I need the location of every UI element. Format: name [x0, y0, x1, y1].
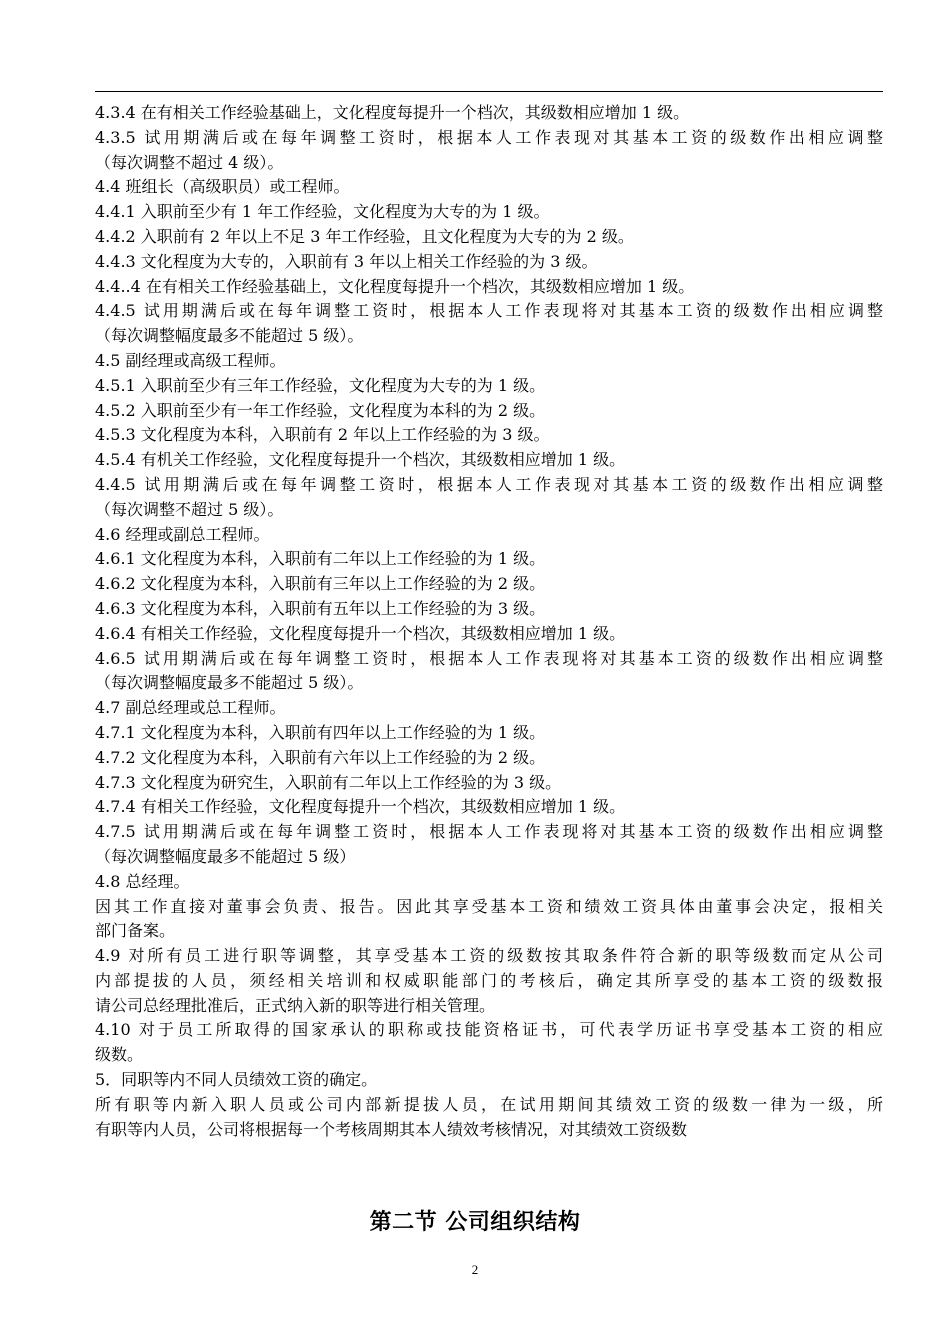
text-line: （每次调整不超过 4 级）。	[95, 152, 284, 172]
text-line: 4.6.1 文化程度为本科，入职前有二年以上工作经验的为 1 级。	[95, 549, 546, 569]
text-line: 因其工作直接对董事会负责、报告。因此其享受基本工资和绩效工资具体由董事会决定，报相关	[95, 896, 883, 916]
text-line: （每次调整幅度最多不能超过 5 级）	[95, 846, 356, 866]
text-line: 4.7.5 试用期满后或在每年调整工资时，根据本人工作表现将对其基本工资的级数作出相应调整	[95, 822, 883, 842]
text-line: （每次调整不超过 5 级）。	[95, 499, 284, 519]
text-line: 4.6.3 文化程度为本科，入职前有五年以上工作经验的为 3 级。	[95, 598, 546, 618]
text-line: （每次调整幅度最多不能超过 5 级）。	[95, 673, 364, 693]
text-line: 4.5.4 有机关工作经验，文化程度每提升一个档次，其级数相应增加 1 级。	[95, 450, 626, 470]
text-line: 请公司总经理批准后，正式纳入新的职等进行相关管理。	[95, 995, 496, 1015]
text-line: （每次调整幅度最多不能超过 5 级）。	[95, 326, 364, 346]
text-line: 4.4.3 文化程度为大专的，入职前有 3 年以上相关工作经验的为 3 级。	[95, 251, 598, 271]
text-line: 4.4.1 入职前至少有 1 年工作经验，文化程度为大专的为 1 级。	[95, 202, 550, 222]
text-line: 4.5 副经理或高级工程师。	[95, 350, 286, 370]
header-rule	[95, 91, 883, 92]
text-line: 4.10 对于员工所取得的国家承认的职称或技能资格证书，可代表学历证书享受基本工资的相应	[95, 1020, 883, 1040]
text-line: 4.7.1 文化程度为本科，入职前有四年以上工作经验的为 1 级。	[95, 722, 546, 742]
text-line: 4.4.5 试用期满后或在每年调整工资时，根据本人工作表现将对其基本工资的级数作出相应调整	[95, 301, 883, 321]
text-line: 5．同职等内不同人员绩效工资的确定。	[95, 1070, 378, 1090]
text-line: 4.4..4 在有相关工作经验基础上，文化程度每提升一个档次，其级数相应增加 1 级。	[95, 276, 695, 296]
text-line: 4.3.4 在有相关工作经验基础上，文化程度每提升一个档次，其级数相应增加 1 级。	[95, 103, 690, 122]
text-line: 4.4 班组长（高级职员）或工程师。	[95, 177, 350, 197]
text-line: 4.5.1 入职前至少有三年工作经验，文化程度为大专的为 1 级。	[95, 375, 546, 395]
text-line: 4.5.3 文化程度为本科，入职前有 2 年以上工作经验的为 3 级。	[95, 425, 550, 445]
text-line: 有职等内人员，公司将根据每一个考核周期其本人绩效考核情况，对其绩效工资级数	[95, 1119, 688, 1139]
text-line: 4.7 副总经理或总工程师。	[95, 698, 286, 718]
text-line: 4.6 经理或副总工程师。	[95, 524, 270, 544]
text-line: 4.7.2 文化程度为本科，入职前有六年以上工作经验的为 2 级。	[95, 747, 546, 767]
text-line: 级数。	[95, 1045, 144, 1065]
text-line: 4.6.5 试用期满后或在每年调整工资时，根据本人工作表现将对其基本工资的级数作出相应调整	[95, 648, 883, 668]
text-line: 内部提拔的人员，须经相关培训和权威职能部门的考核后，确定其所享受的基本工资的级数报	[95, 970, 883, 990]
body-text	[95, 101, 883, 1142]
text-line: 4.6.4 有相关工作经验，文化程度每提升一个档次，其级数相应增加 1 级。	[95, 623, 626, 643]
section-title: 第二节 公司组织结构	[369, 1210, 581, 1235]
text-line: 所有职等内新入职人员或公司内部新提拔人员，在试用期间其绩效工资的级数一律为一级，所	[95, 1094, 883, 1114]
text-line: 4.7.4 有相关工作经验，文化程度每提升一个档次，其级数相应增加 1 级。	[95, 797, 626, 817]
text-line: 部门备案。	[95, 921, 176, 941]
text-line: 4.8 总经理。	[95, 871, 190, 891]
text-line: 4.5.2 入职前至少有一年工作经验，文化程度为本科的为 2 级。	[95, 400, 546, 420]
text-line: 4.9 对所有员工进行职等调整，其享受基本工资的级数按其取条件符合新的职等级数而定从公司	[95, 946, 883, 966]
text-line: 4.6.2 文化程度为本科，入职前有三年以上工作经验的为 2 级。	[95, 574, 546, 594]
text-line: 4.7.3 文化程度为研究生，入职前有二年以上工作经验的为 3 级。	[95, 772, 562, 792]
text-line: 4.4.2 入职前有 2 年以上不足 3 年工作经验，且文化程度为大专的为 2 级。	[95, 226, 634, 246]
text-line: 4.4.5 试用期满后或在每年调整工资时，根据本人工作表现对其基本工资的级数作出相应调整	[95, 474, 883, 494]
text-line: 4.3.5 试用期满后或在每年调整工资时，根据本人工作表现对其基本工资的级数作出相应调整	[95, 127, 883, 147]
page-number: 2	[471, 1262, 479, 1277]
